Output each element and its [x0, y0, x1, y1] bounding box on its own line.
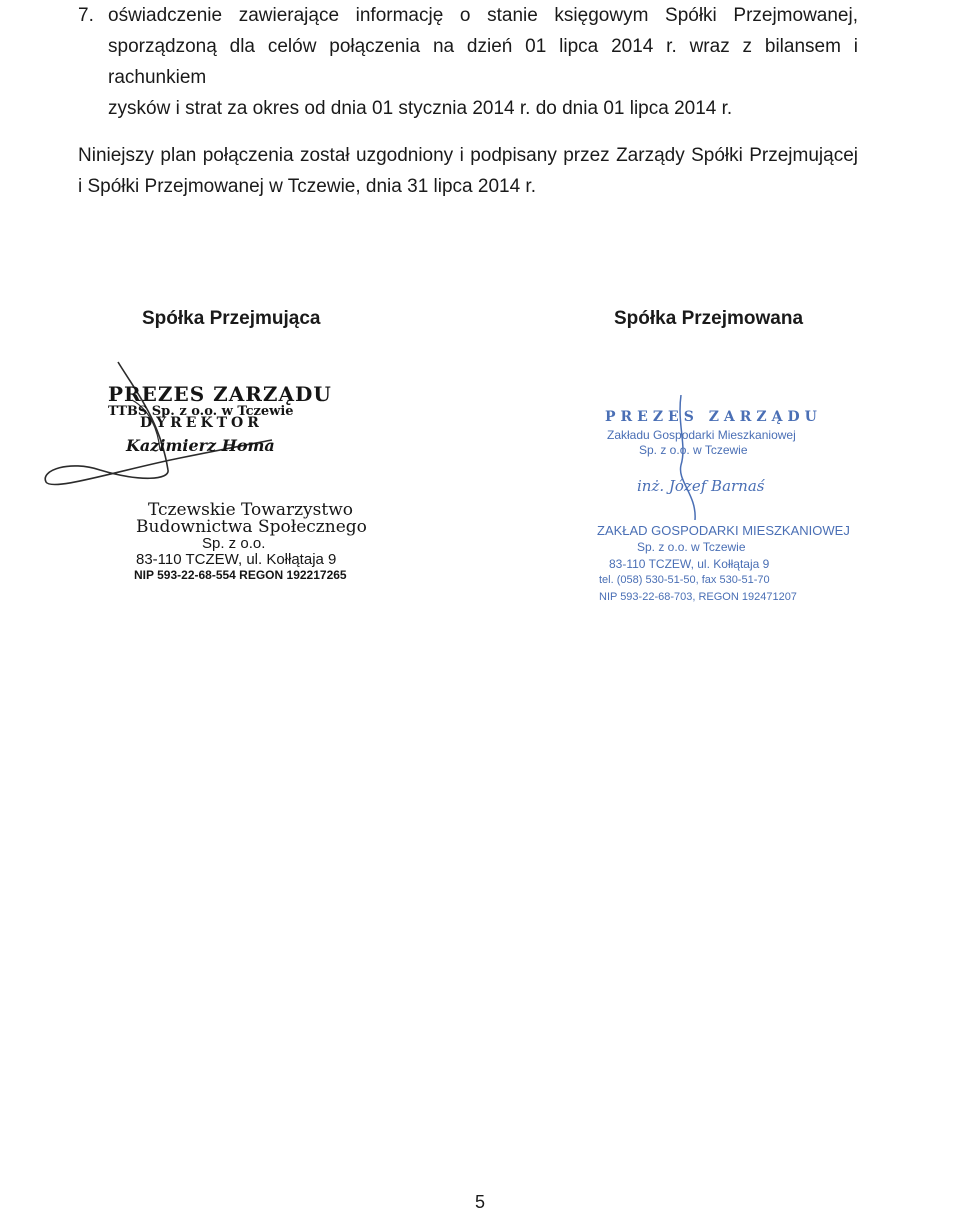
stamp-line: TTBS Sp. z o.o. w Tczewie: [108, 404, 294, 419]
stamp-line: Sp. z o.o.: [202, 535, 266, 552]
stamp-line: 83-110 TCZEW, ul. Kołłątaja 9: [609, 557, 770, 571]
stamp-line: inż. Józef Barnaś: [637, 477, 765, 495]
list-item-number: 7.: [78, 5, 94, 26]
stamp-line: DYREKTOR: [140, 415, 263, 431]
list-item-text: [108, 0, 858, 124]
list-item-line: sporządzoną dla celów połączenia na dzień 01 lipca 2014 r. wraz z bilansem i rachunkiem: [108, 36, 858, 88]
list-item-7: [78, 0, 858, 124]
acquiring-company-heading: Spółka Przejmująca: [142, 308, 321, 329]
stamp-line: Tczewskie Towarzystwo: [148, 500, 354, 520]
stamp-line: Sp. z o.o. w Tczewie: [637, 540, 746, 554]
acquired-company-heading: Spółka Przejmowana: [614, 308, 804, 329]
page-number: 5: [474, 1192, 485, 1212]
list-item-line: zysków i strat za okres od dnia 01 stycznia 2014 r. do dnia 01 lipca 2014 r.: [108, 98, 733, 119]
stamp-line: Zakładu Gospodarki Mieszkaniowej: [607, 428, 796, 442]
stamp-line: 83-110 TCZEW, ul. Kołłątaja 9: [136, 551, 337, 568]
stamp-line: PREZES ZARZĄDU: [108, 382, 332, 406]
list-item-line: oświadczenie zawierające informację o stanie księgowym Spółki Przejmowanej,: [108, 5, 858, 26]
acquiring-company-stamp: [40, 360, 380, 610]
stamp-line: Sp. z o.o. w Tczewie: [639, 443, 748, 457]
closing-paragraph: [78, 140, 858, 202]
stamp-line: ZAKŁAD GOSPODARKI MIESZKANIOWEJ: [597, 523, 850, 538]
stamp-line: NIP 593-22-68-554 REGON 192217265: [134, 568, 347, 582]
stamp-line: NIP 593-22-68-703, REGON 192471207: [599, 591, 797, 603]
paragraph-line: Niniejszy plan połączenia został uzgodniony i podpisany przez Zarządy Spółki Przejmującej: [78, 145, 858, 166]
stamp-line: Budownictwa Społecznego: [136, 517, 367, 537]
paragraph-line: i Spółki Przejmowanej w Tczewie, dnia 31 lipca 2014 r.: [78, 176, 536, 197]
stamp-line: Kazimierz Homa: [126, 436, 275, 455]
acquired-company-stamp: [585, 395, 850, 615]
stamp-line: PREZES ZARZĄDU: [605, 409, 822, 425]
stamp-line: tel. (058) 530-51-50, fax 530-51-70: [599, 574, 770, 586]
